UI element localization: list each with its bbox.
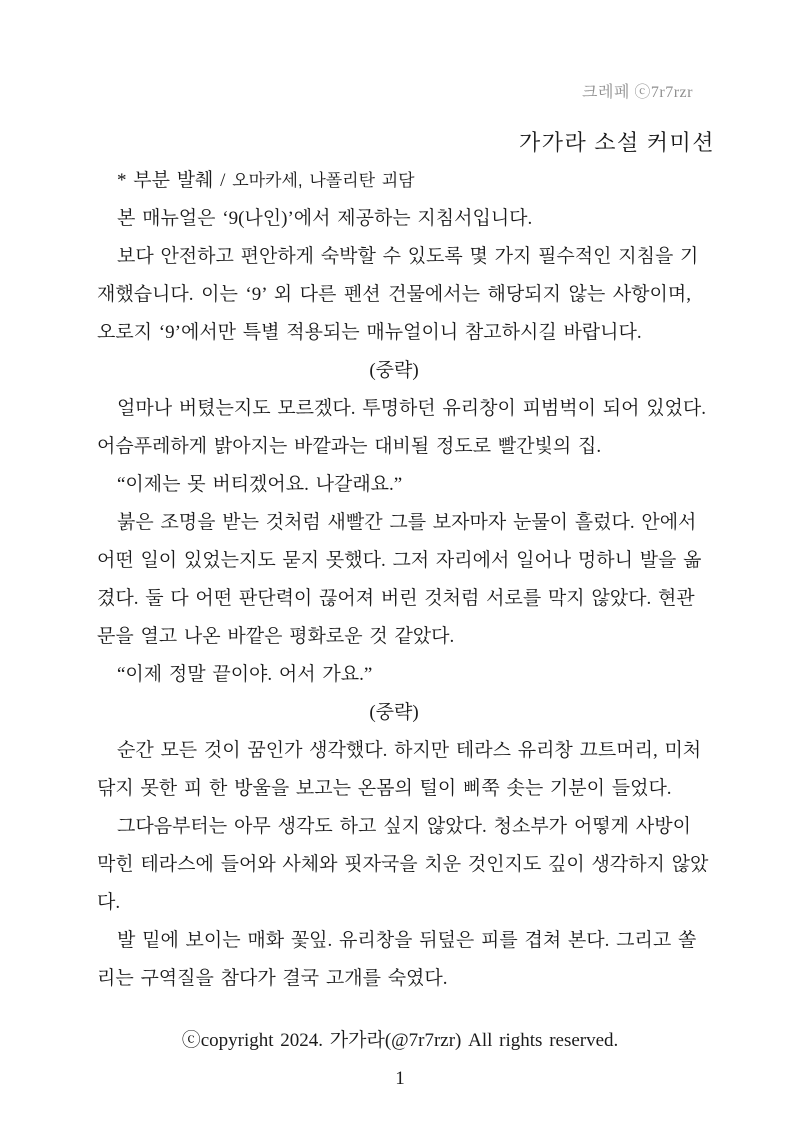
text-line: 문을 열고 나온 바깥은 평화로운 것 같았다. [97, 626, 455, 647]
text-line: 순간 모든 것이 꿈인가 생각했다. 하지만 테라스 유리창 끄트머리, 미처 [117, 740, 702, 761]
text-line: 발 밑에 보이는 매화 꽃잎. 유리창을 뒤덮은 피를 겹쳐 본다. 그리고 쏠 [117, 930, 697, 951]
text-line: (중략) [369, 360, 419, 381]
text-line: 오로지 ‘9’에서만 특별 적용되는 매뉴얼이니 참고하시길 바랍니다. [97, 322, 642, 343]
doc-title: 가가라 소설 커미션 [518, 130, 715, 155]
text-line: 다. [97, 892, 121, 913]
text-line: 얼마나 버텼는지도 모르겠다. 투명하던 유리창이 피범벅이 되어 있었다. [117, 398, 707, 419]
text-line: 재했습니다. 이는 ‘9’ 외 다른 펜션 건물에서는 해당되지 않는 사항이며, [97, 284, 691, 305]
body-text [97, 162, 709, 998]
text-run: 오마카세, 나폴리탄 괴담 [232, 171, 415, 190]
text-line: “이제 정말 끝이야. 어서 가요.” [117, 664, 373, 685]
watermark-credit: 크레페 ⓒ7r7rzr [582, 84, 693, 101]
text-line: 막힌 테라스에 들어와 사체와 핏자국을 치운 것인지도 깊이 생각하지 않았 [97, 854, 709, 875]
text-line: 본 매뉴얼은 ‘9(나인)’에서 제공하는 지침서입니다. [117, 208, 533, 229]
text-run: * 부분 발췌 / [117, 170, 233, 191]
text-line: 보다 안전하고 편안하게 숙박할 수 있도록 몇 가지 필수적인 지침을 기 [117, 246, 699, 267]
text-line: “이제는 못 버티겠어요. 나갈래요.” [117, 474, 403, 495]
text-line: 겼다. 둘 다 어떤 판단력이 끊어져 버린 것처럼 서로를 막지 않았다. 현관 [97, 588, 695, 609]
page-number: 1 [395, 1068, 405, 1089]
text-line: 닦지 못한 피 한 방울을 보고는 온몸의 털이 삐쭉 솟는 기분이 들었다. [97, 778, 672, 799]
text-line: 리는 구역질을 참다가 결국 고개를 숙였다. [97, 968, 448, 989]
text-line: 어떤 일이 있었는지도 묻지 못했다. 그저 자리에서 일어나 멍하니 발을 옮 [97, 550, 702, 571]
text-line: 어슴푸레하게 밝아지는 바깥과는 대비될 정도로 빨간빛의 집. [97, 436, 602, 457]
text-line [97, 162, 691, 200]
text-line: (중략) [369, 702, 419, 723]
text-line: 그다음부터는 아무 생각도 하고 싶지 않았다. 청소부가 어떻게 사방이 [117, 816, 691, 837]
text-line: 붉은 조명을 받는 것처럼 새빨간 그를 보자마자 눈물이 흘렀다. 안에서 [117, 512, 697, 533]
copyright-line: ⓒcopyright 2024. 가가라(@7r7rzr) All rights reserved. [181, 1030, 619, 1051]
